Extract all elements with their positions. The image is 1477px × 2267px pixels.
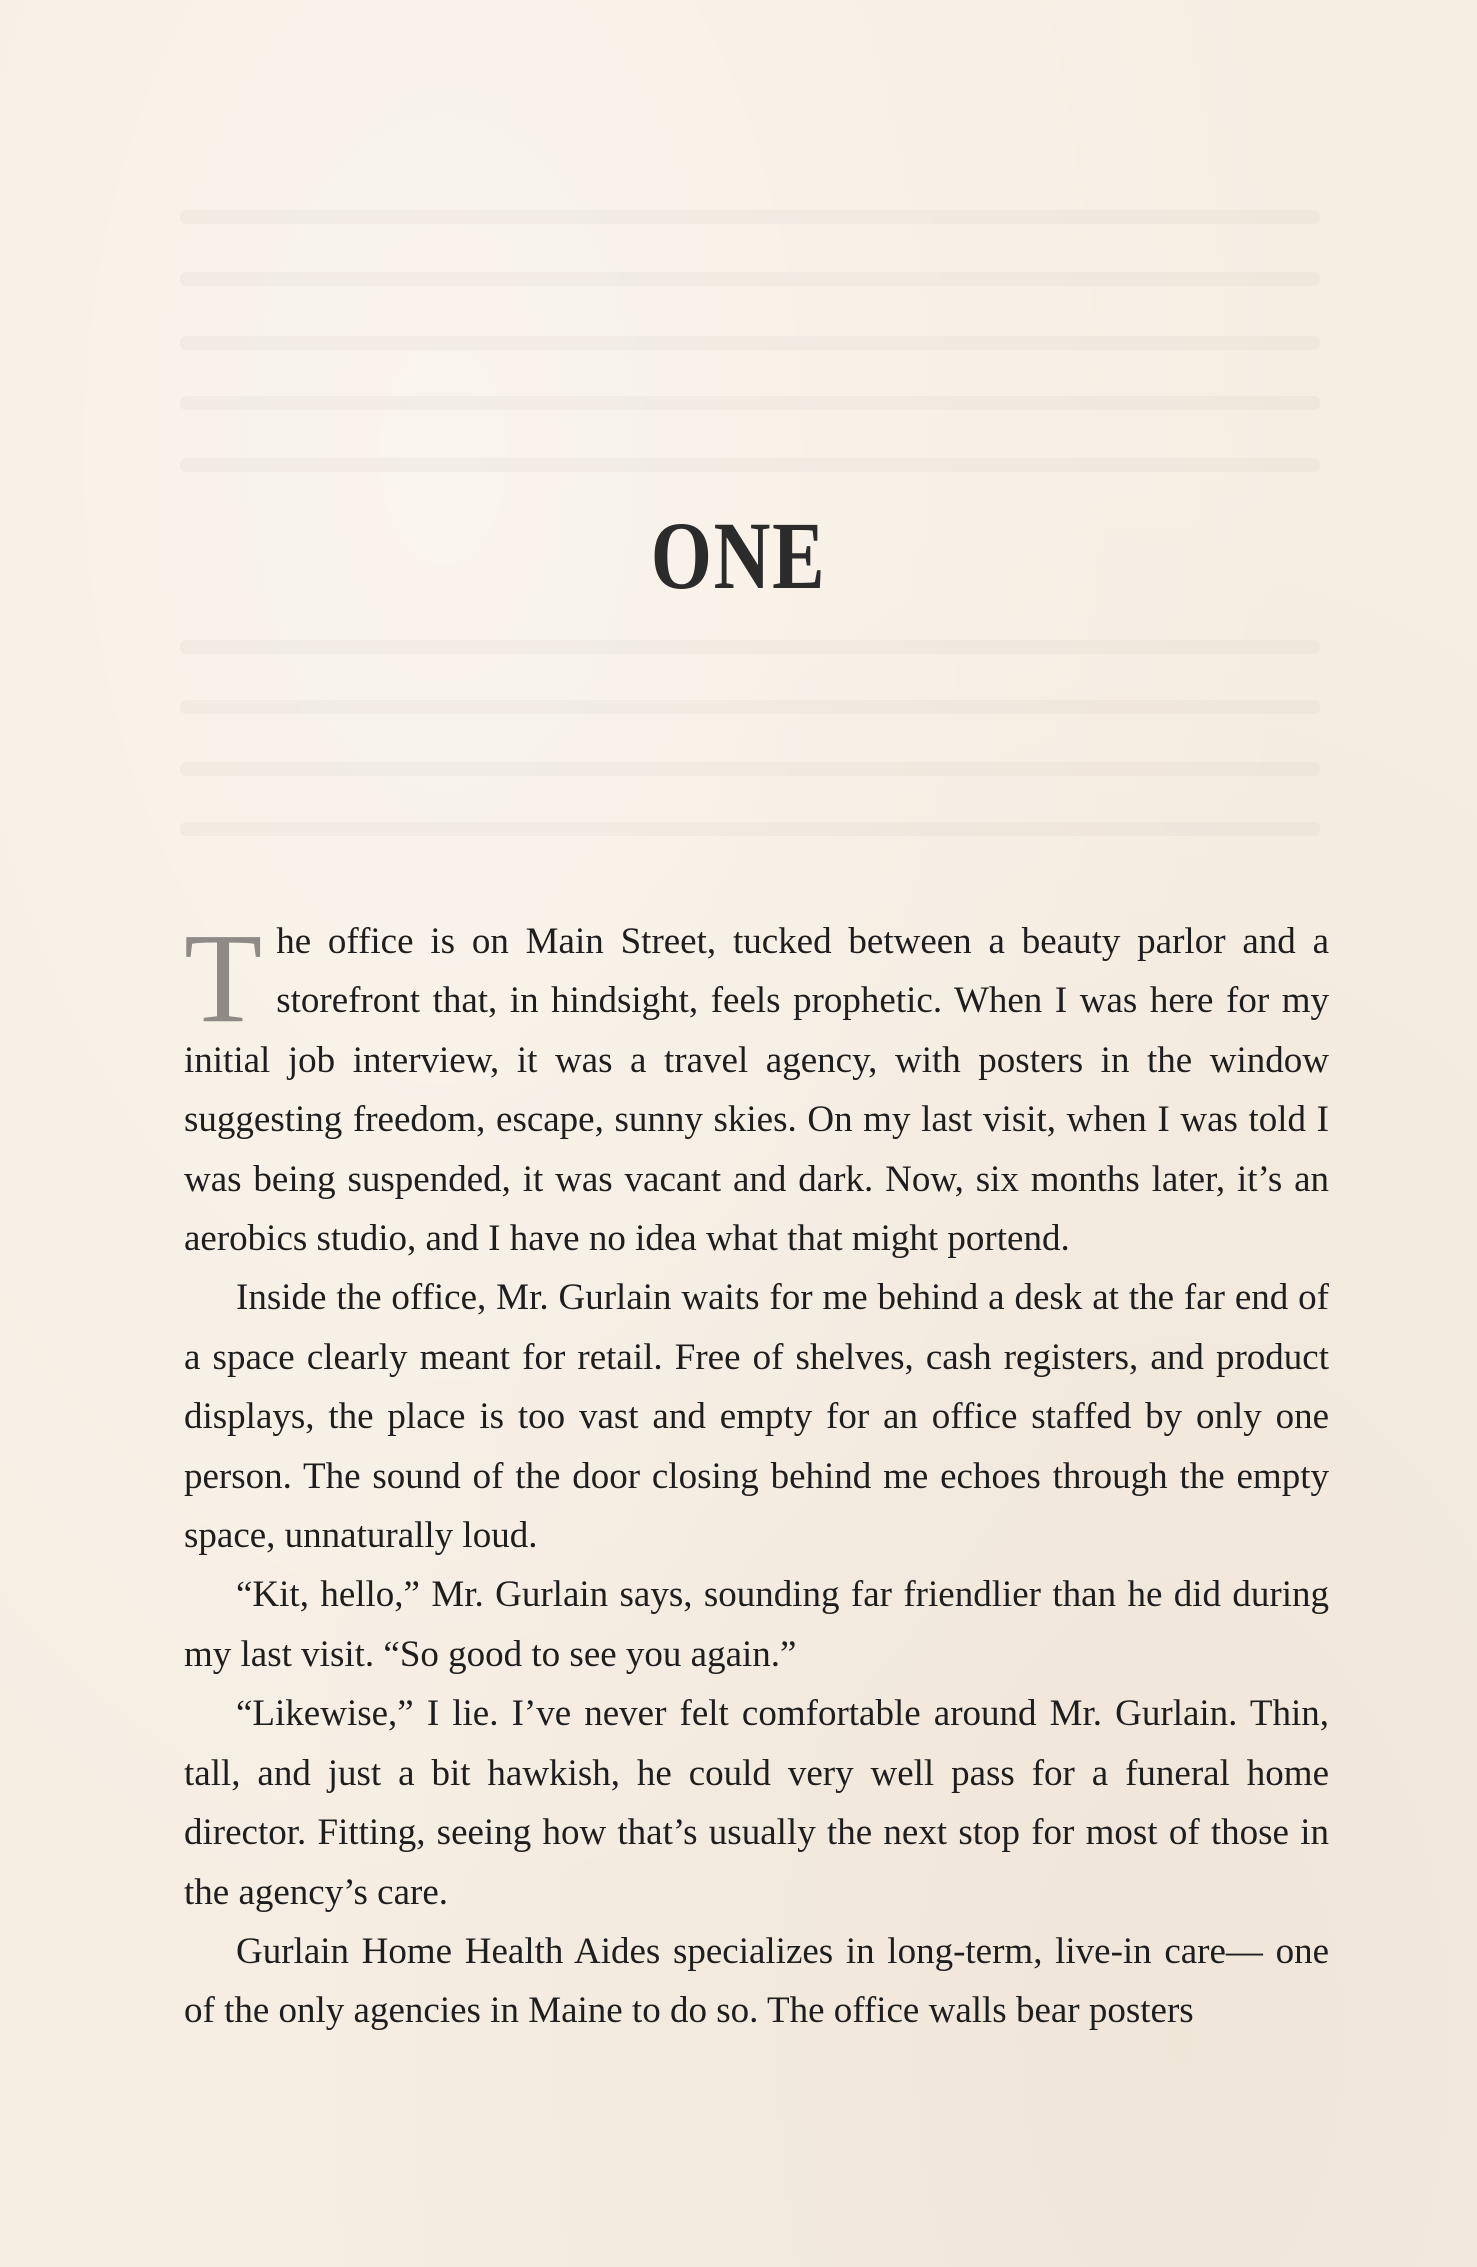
show-through-line (180, 640, 1320, 654)
paragraph: “Likewise,” I lie. I’ve never felt comfortable around Mr. Gurlain. Thin, tall, and just a bit hawkish, he could very well pass for a funeral home director. Fitting, seeing how that’s usually the next stop for most of those in the agency’s care. (184, 1693, 1329, 1913)
show-through-line (180, 396, 1320, 410)
paragraph: “Kit, hello,” Mr. Gurlain says, sounding far friendlier than he did during my last visit. “So good to see you again.” (184, 1574, 1329, 1675)
show-through-line (180, 762, 1320, 776)
paragraph: Gurlain Home Health Aides specializes in long-term, live-in care— one of the only agencies in Maine to do so. The office walls bear posters (184, 1930, 1329, 2032)
show-through-line (180, 272, 1320, 286)
show-through-line (180, 822, 1320, 836)
paragraph (184, 907, 1329, 1268)
chapter-body (184, 907, 1329, 2041)
show-through-line (180, 458, 1320, 472)
show-through-line (180, 210, 1320, 224)
chapter-title: ONE (650, 502, 827, 609)
show-through-line (180, 700, 1320, 714)
paragraph: Inside the office, Mr. Gurlain waits for me behind a desk at the far end of a space clearly meant for retail. Free of shelves, cash registers, and product displays, the place is too vast and empty for an office staffed by only one person. The sound of the door closing behind me echoes through the empty space, unnaturally loud. (184, 1277, 1329, 1557)
paragraph-text: he office is on Main Street, tucked between a beauty parlor and a storefront that, in hindsight, feels prophetic. When I was here for my initial job interview, it was a travel agency, with posters in the window suggesting freedom, escape, sunny skies. On my last visit, when I was told I was being suspended, it was vacant and dark. Now, six months later, it’s an aerobics studio, and I have no idea what that might portend. (184, 921, 1329, 1260)
drop-cap: T (184, 907, 263, 1049)
show-through-line (180, 336, 1320, 350)
